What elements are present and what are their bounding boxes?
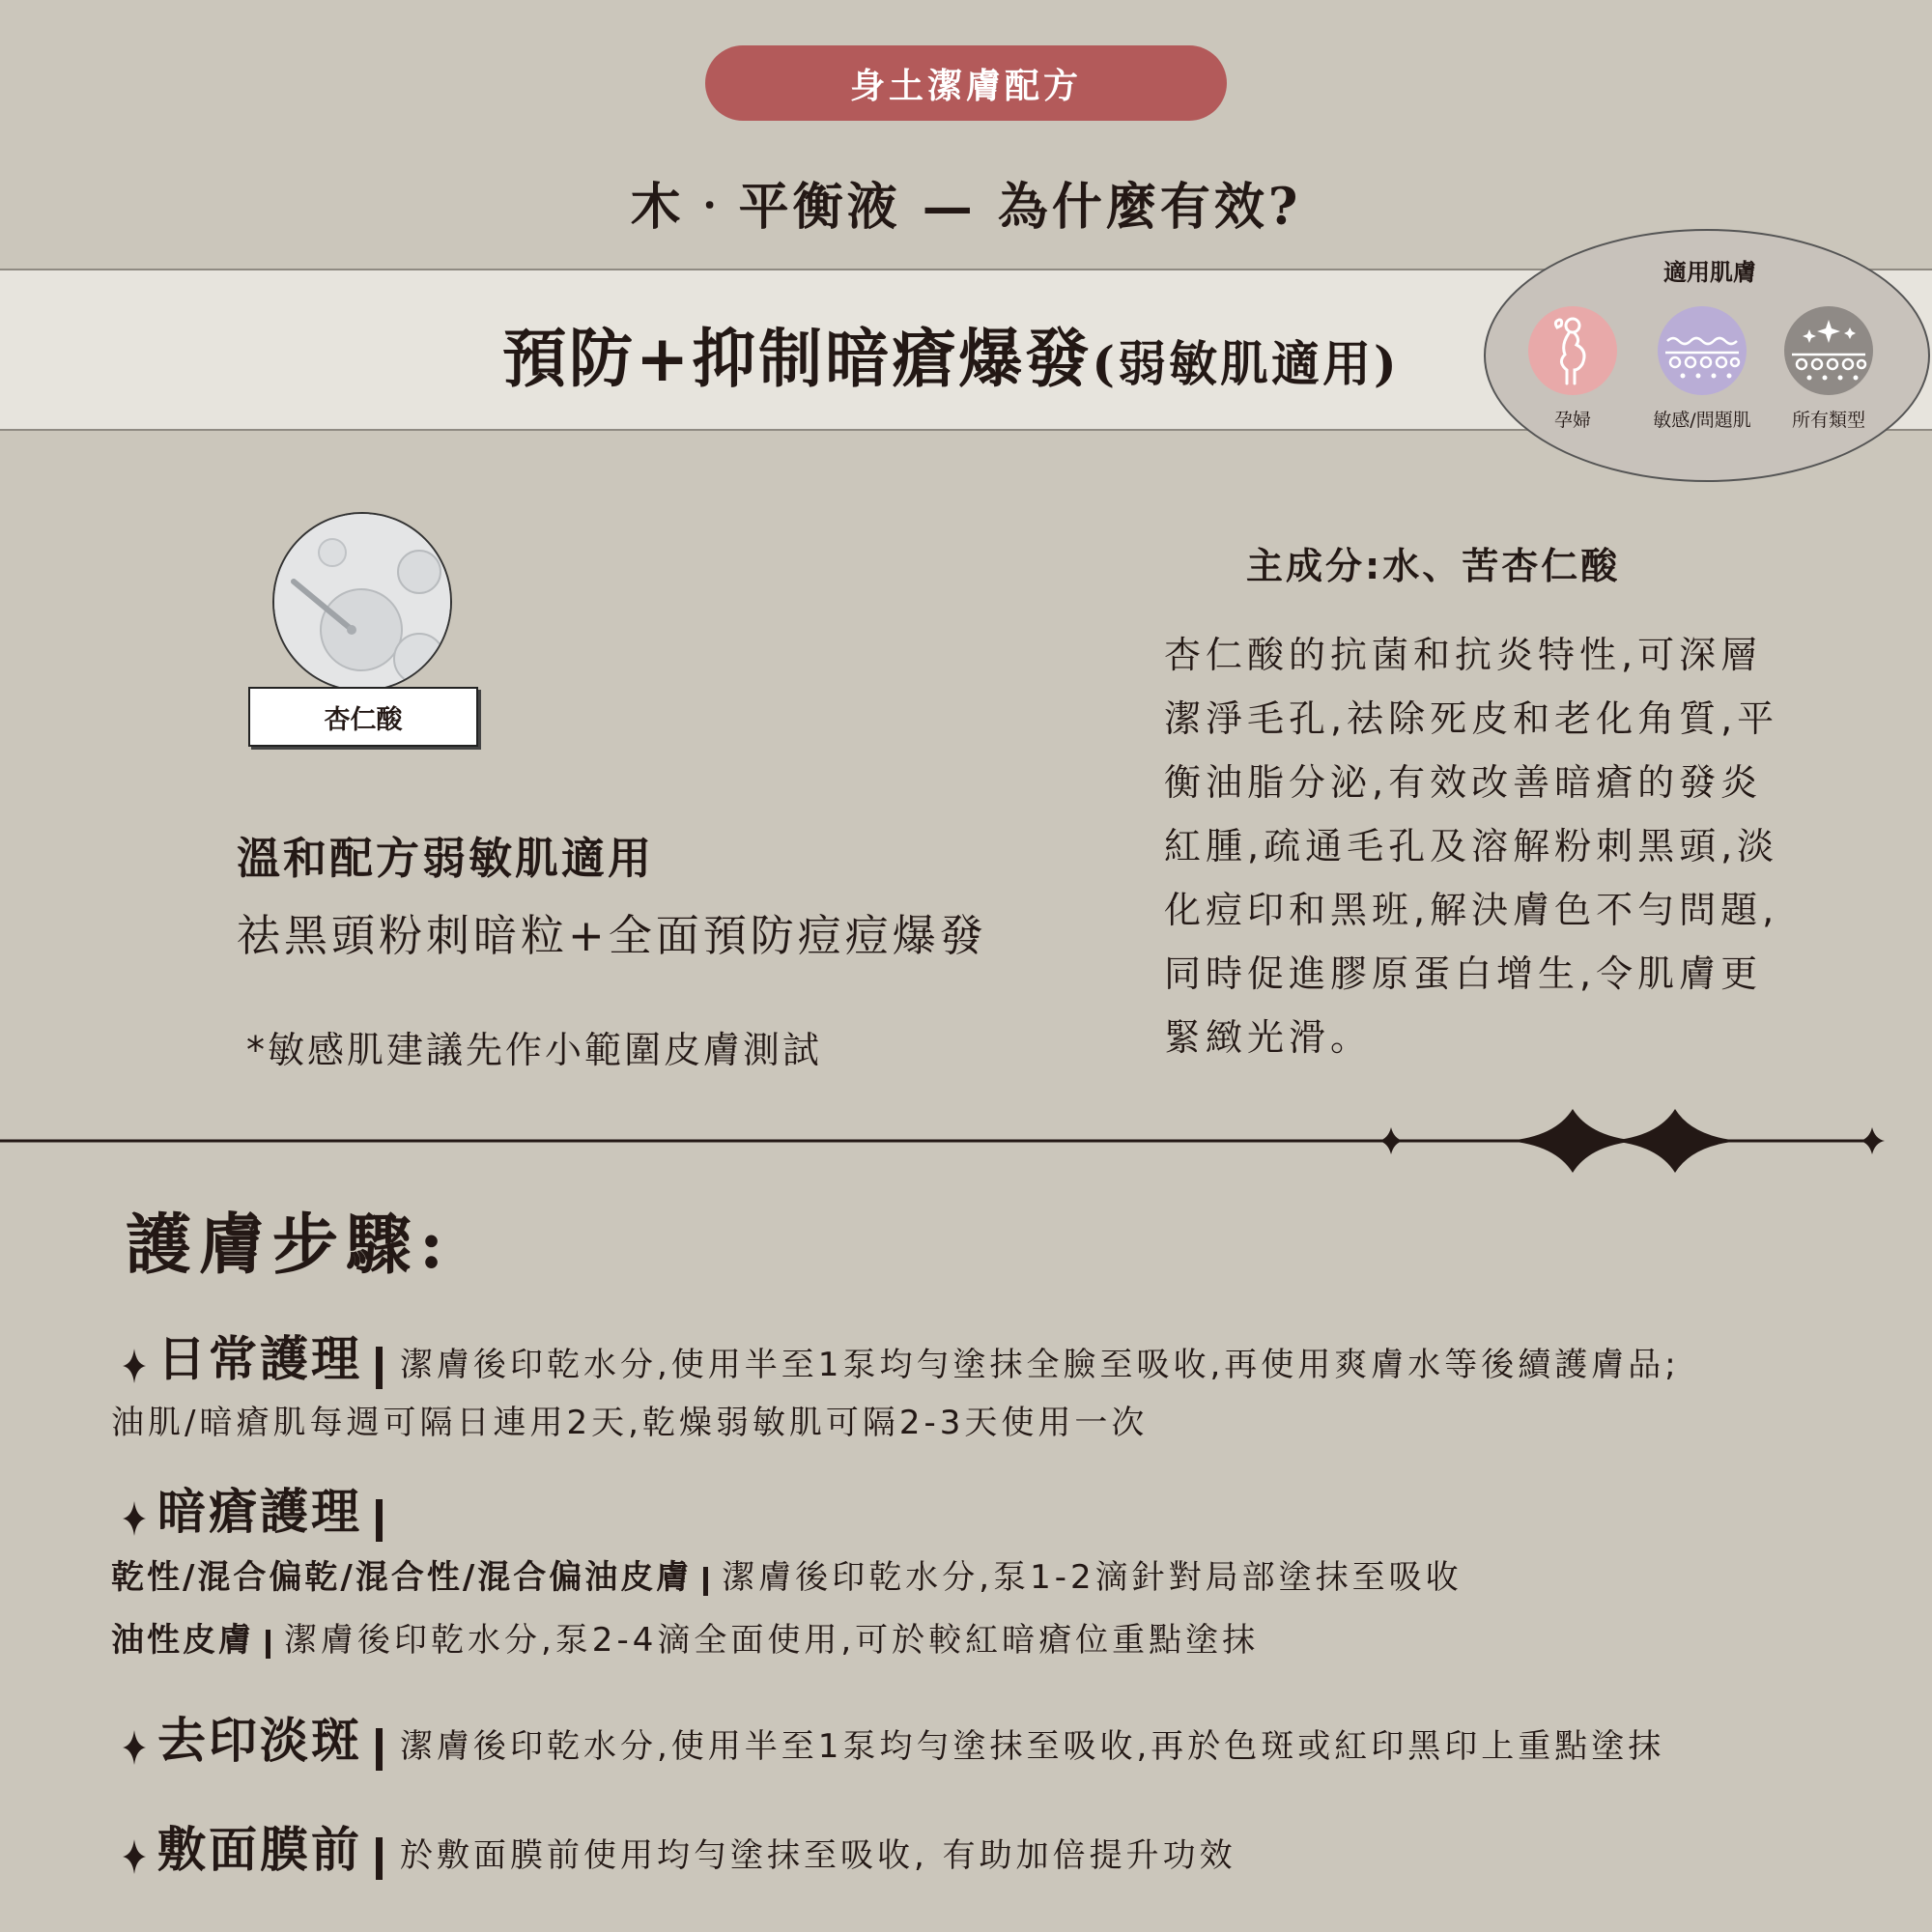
ingredient-desc [1164,623,1779,1069]
separator-bar [376,1499,383,1542]
headline-sub: (弱敏肌適用) [1092,335,1400,392]
step-daily [121,1321,1680,1393]
step-daily-text: 潔膚後印乾水分,使用半至1泵均勻塗抹全臉至吸收,再使用爽膚水等後續護膚品; [400,1346,1680,1384]
ingredient-label: 杏仁酸 [248,687,478,747]
gentle-desc: 祛黑頭粉刺暗粒+全面預防痘痘爆發 [237,910,987,961]
step-spots-text: 潔膚後印乾水分,使用半至1泵均勻塗抹至吸收,再於色斑或紅印黑印上重點塗抹 [400,1727,1665,1766]
separator-bar [266,1630,270,1659]
star-bullet-icon [121,1499,148,1542]
pregnant-icon [1528,306,1617,395]
ingredient-desc-line: 潔淨毛孔,祛除死皮和老化角質,平 [1164,697,1779,740]
step-acne-dry [111,1550,1463,1599]
separator-bar [376,1837,383,1880]
skin-type-label-all: 所有類型 [1791,410,1865,431]
ingredient-desc-line: 衡油脂分泌,有效改善暗瘡的發炎 [1164,761,1763,804]
ornamental-divider [0,1101,1932,1179]
star-bullet-icon [121,1837,148,1880]
ingredient-desc-line: 同時促進膠原蛋白增生,令肌膚更 [1164,952,1763,995]
star-bullet-icon [121,1728,148,1771]
headline [502,307,1400,399]
brand-badge: 身土潔膚配方 [705,45,1227,121]
ingredient-desc-line: 杏仁酸的抗菌和抗炎特性,可深層 [1164,634,1763,676]
step-daily-text-2: 油肌/暗瘡肌每週可隔日連用2天,乾燥弱敏肌可隔2-3天使用一次 [111,1404,1149,1442]
step-acne-oily-text: 潔膚後印乾水分,泵2-4滴全面使用,可於較紅暗瘡位重點塗抹 [284,1621,1260,1660]
step-mask [121,1811,1236,1884]
droplet-icon [272,512,452,692]
main-ingredient: 主成分:水、苦杏仁酸 [1246,545,1621,587]
steps-title: 護膚步驟: [126,1207,452,1284]
step-mask-title: 敷面膜前 [157,1822,362,1878]
step-mask-text: 於敷面膜前使用均勻塗抹至吸收, 有助加倍提升功效 [400,1836,1236,1875]
separator-bar [376,1728,383,1771]
step-acne-dry-title: 乾性/混合偏乾/混合性/混合偏油皮膚 [111,1558,693,1597]
ingredient-desc-line: 紅腫,疏通毛孔及溶解粉刺黑頭,淡 [1164,825,1779,867]
step-acne-dry-text: 潔膚後印乾水分,泵1-2滴針對局部塗抹至吸收 [722,1558,1463,1597]
sensitive-skin-icon [1658,306,1747,395]
ingredient-desc-line: 化痘印和黑班,解決膚色不勻問題, [1164,889,1779,931]
step-daily-title: 日常護理 [157,1331,362,1387]
skin-type-label-pregnant: 孕婦 [1553,410,1591,431]
headline-main: 預防+抑制暗瘡爆發 [502,321,1093,396]
step-acne [121,1473,400,1546]
skin-type-label-sensitive: 敏感/問題肌 [1653,410,1751,431]
gentle-title: 溫和配方弱敏肌適用 [237,833,655,884]
step-acne-oily-title: 油性皮膚 [111,1621,254,1660]
step-spots-title: 去印淡斑 [157,1713,362,1769]
star-bullet-icon [121,1347,148,1389]
step-spots [121,1702,1664,1775]
ingredient-desc-line: 緊緻光滑。 [1164,1016,1373,1059]
gentle-note: *敏感肌建議先作小範圍皮膚測試 [246,1029,823,1071]
separator-bar [703,1567,708,1596]
product-title: 木‧平衡液 — 為什麼有效? [630,178,1302,237]
all-skin-icon [1784,306,1873,395]
step-acne-title: 暗瘡護理 [157,1484,362,1540]
step-acne-oily [111,1613,1259,1662]
skin-types-title: 適用肌膚 [1663,259,1756,286]
separator-bar [376,1347,383,1389]
